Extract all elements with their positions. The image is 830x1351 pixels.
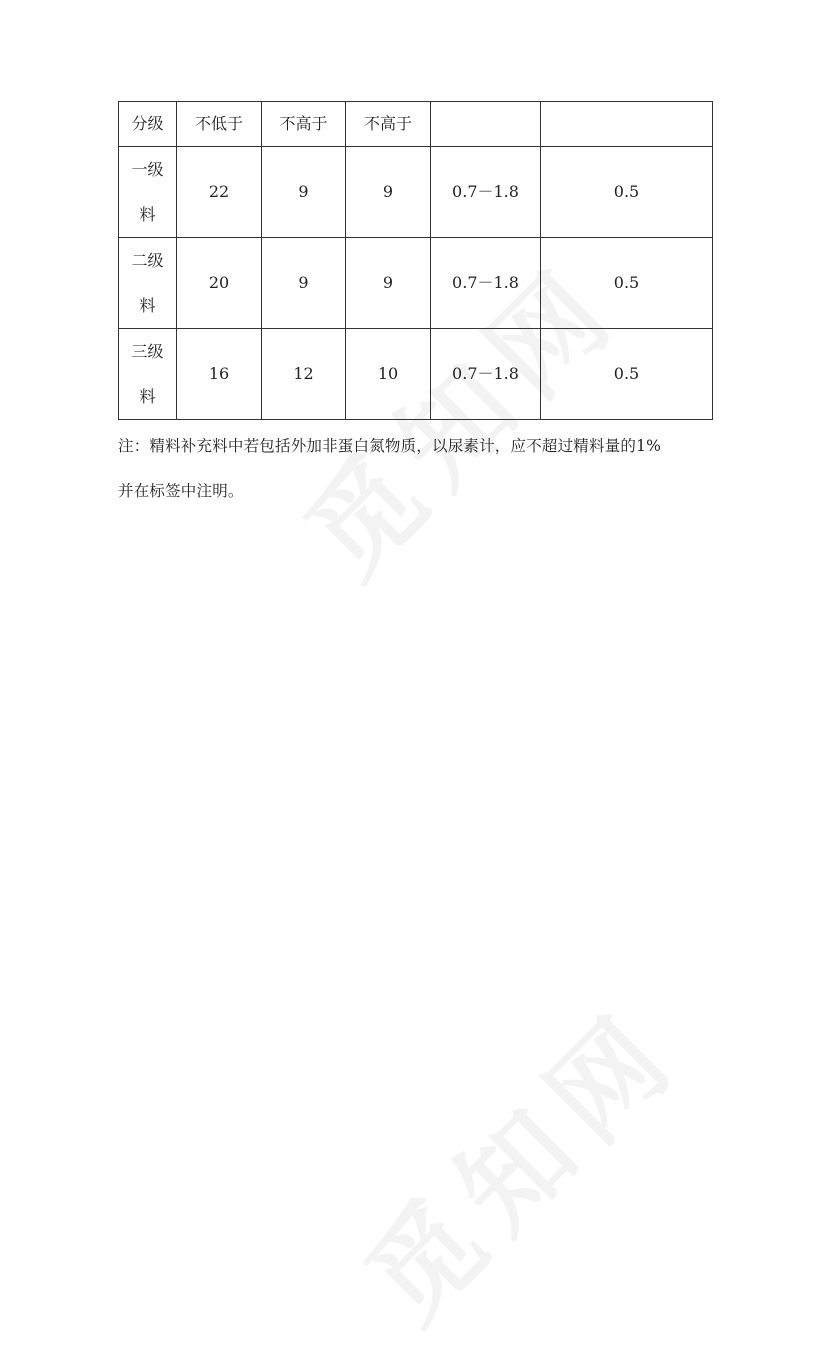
header-cell <box>541 102 713 147</box>
footnote-line: 并在标签中注明。 <box>118 482 244 500</box>
table-cell: 0.7－1.8 <box>431 147 541 238</box>
watermark-text <box>325 967 708 1350</box>
table-cell: 9 <box>262 238 346 329</box>
grade-label: 二级料 <box>131 251 164 315</box>
table-cell: 9 <box>346 238 431 329</box>
table-cell: 0.5 <box>541 238 713 329</box>
table-footnote <box>118 424 718 514</box>
table-cell: 0.7－1.8 <box>431 329 541 420</box>
grade-label: 三级料 <box>131 342 164 406</box>
table-header-row <box>119 102 713 147</box>
grade-label: 一级料 <box>131 160 164 224</box>
table-cell: 10 <box>346 329 431 420</box>
table-cell: 0.5 <box>541 147 713 238</box>
grade-cell <box>119 329 177 420</box>
grade-cell <box>119 238 177 329</box>
table-cell: 9 <box>262 147 346 238</box>
grade-cell <box>119 147 177 238</box>
table-cell: 22 <box>177 147 262 238</box>
feed-grade-table <box>118 101 713 420</box>
table-cell: 9 <box>346 147 431 238</box>
table-row <box>119 147 713 238</box>
header-cell: 不高于 <box>346 102 431 147</box>
table-cell: 20 <box>177 238 262 329</box>
header-cell: 分级 <box>119 102 177 147</box>
table-cell: 0.5 <box>541 329 713 420</box>
header-cell <box>431 102 541 147</box>
table-cell: 12 <box>262 329 346 420</box>
table-row <box>119 329 713 420</box>
table-cell: 0.7－1.8 <box>431 238 541 329</box>
header-cell: 不高于 <box>262 102 346 147</box>
footnote-line: 注：精料补充料中若包括外加非蛋白氮物质，以尿素计，应不超过精料量的1% <box>118 437 662 455</box>
header-cell: 不低于 <box>177 102 262 147</box>
table-row <box>119 238 713 329</box>
table-cell: 16 <box>177 329 262 420</box>
